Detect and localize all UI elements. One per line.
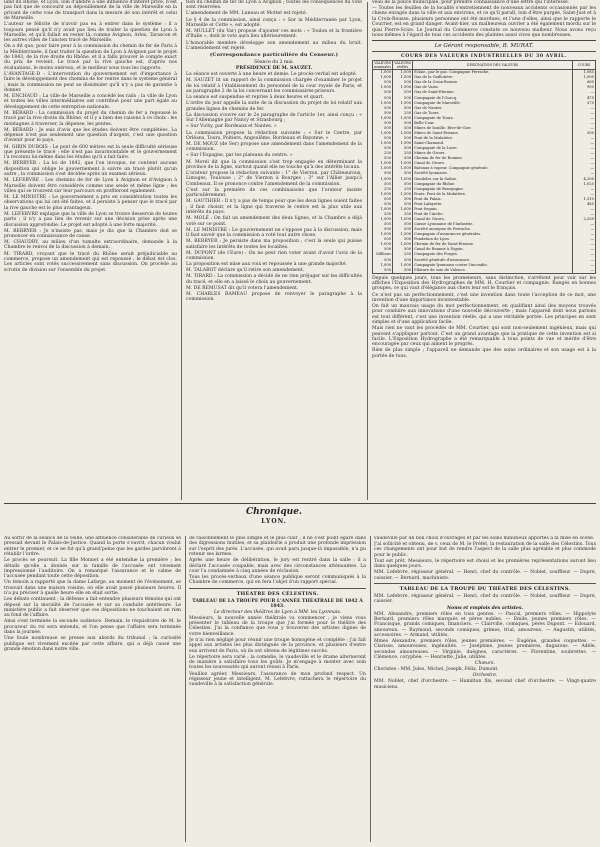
table-cell: 1,000: [373, 232, 393, 237]
table-cell: Compagnie de Tours.: [413, 116, 573, 121]
table-cell: 1,000: [393, 131, 413, 136]
presidence: PRÉSIDENCE DE M. SAUZET.: [235, 66, 313, 72]
table-cell: Gaz de Vaise.: [413, 85, 573, 90]
column-divider: [181, 2, 182, 500]
artists-label: Noms et emplois des artistes.: [446, 605, 524, 611]
table-cell: 500: [393, 80, 413, 85]
table-cell: 4,200: [573, 177, 596, 182]
table-cell: Bateaux à vapeur. Compagnie générale.: [413, 166, 573, 171]
table-cell: Canal de Roanne à Digoin.: [413, 247, 573, 252]
table-cell: Mines de Saint-Étienne.: [413, 131, 573, 136]
table-cell: —: [573, 237, 596, 242]
table-cell: 1,000: [373, 192, 393, 197]
column-header: DÉSIGNATION DES VALEURS: [413, 61, 573, 70]
paragraph: C'est sur la première de ces combinaisons que l'orateur insiste particulièrement.: [186, 187, 362, 199]
separator-rule: [372, 40, 596, 41]
paragraph: tion du chemin de fer de Lyon à Avignon ; toutes les conséquences du vote sont réservées.: [186, 0, 362, 11]
paragraph: Après une heure de délibération, le jury est rentré dans la salle ; il a déclaré l'accusée coupable, mais avec des circonstances atténuantes. La cour l'a condamnée à cinq années de réclusion.: [189, 558, 366, 574]
table-cell: Compagnie du Rhône.: [413, 182, 573, 187]
paragraph: M. BÉRARD : La commission du projet du chemin de fer a repoussé le tracé par la rive droite du Rhône, et il y a bien des raisons à ce choix : les montagnes à traverser, la dépense, les pentes.: [4, 110, 177, 127]
table-cell: —: [573, 252, 596, 257]
table-cell: 250: [393, 151, 413, 156]
paragraph: M. TIRARD, croyant que le tracé du Rhône serait préjudiciable au commerce, propose un amendement qui est repoussé ; le débat est clos. Les articles sont votés successivement sans discussion. On procède au scrutin de division sur l'ensemble du projet.: [4, 251, 177, 273]
table-cell: —: [573, 207, 596, 212]
paragraph: Depuis quelques jours, tous les promeneurs, sans distinction, s'arrêtent pour voir sur les affiches l'Exposition des Hydrographes de MM. H. Courtier et compagnie. Rangés en bonnes groupes, ce qui vaut d'élégance aux chers leur est le français.: [372, 275, 596, 292]
table-cell: 500: [393, 136, 413, 141]
paragraph: M. GAUTHIER : Il n'y a pas de temps pour que les deux lignes soient faites ; il faut choisir, et la ligne qui traverse le centre est la plus utile aux intérêts du pays.: [186, 199, 362, 216]
table-cell: Chemin de fer de Roanne.: [413, 156, 573, 161]
paragraph: On a dit que, pour faire peur à la commission du chemin de fer de Paris à la Méditerranée, il faut traiter la question de Lyon à Avignon par le projet de 1843, de la rive droite du Rhône, et il a fallu prouver le compte exact du prix de revient. Le tracé par la rive gauche est, d'après nos évaluations, le moins onéreux, et le meilleur sous tous les rapports.: [4, 44, 177, 71]
paragraph: Le procès se poursuit. La fille Monnet a été entendue la première ; les détails qu'elle a donnés sur la famille de l'accusée ont vivement impressionné l'auditoire. On a remarqué l'assurance et le calme de l'accusée pendant toute cette déposition.: [4, 558, 181, 580]
paragraph: Choristes : MM. Jules, Michel, Joseph, Félix, Dumont.: [374, 667, 499, 673]
paragraph: Tout est prêt, Messieurs, le répertoire est choisi et les premières représentations auront lieu dans quelques jours.: [374, 558, 596, 570]
table-cell: 1,000: [393, 75, 413, 80]
theatre-title: THÉATRE DES CÉLESTINS.: [236, 590, 319, 597]
paragraph: M. TALABOT déclare qu'il retire son amendement.: [186, 268, 305, 274]
table-cell: 375: [573, 101, 596, 106]
table-cell: 500: [393, 182, 413, 187]
table-cell: 500: [373, 222, 393, 227]
table-cell: Société lyonnaise.: [413, 171, 573, 176]
table-cell: —: [573, 212, 596, 217]
paragraph: L'auteur se félicite de n'avoir pas eu à entrer dans le système ; il a toujours pensé qu'il n'y avait pas lieu de traiter la question de Lyon à Marseille, et qu'il fallait en rester là, comme Avignon, Arles, Tarascon et les autres villes de l'ancien tracé de Marseille.: [4, 22, 177, 44]
chorus-label: Chœurs.: [475, 661, 495, 667]
paragraph: M. DE REMUSAT dit qu'il votera l'amendement.: [186, 285, 299, 291]
table-cell: 1,000: [373, 177, 393, 182]
table-cell: —: [573, 90, 596, 95]
table-cell: Filature de soie de Valence.: [413, 268, 573, 274]
table-cell: —: [573, 136, 596, 141]
table-cell: Compagnie de la Loire.: [413, 146, 573, 151]
paragraph: — Toutes les feuilles de la localité s'entretiennent de nouveaux accidents occasionnés par les chiens enragés dans la ville et aux environs, et ce qu'il paraît, loin d'être purgée, Saint-Just et à la Croix-Rousse, plusieurs personnes ont été mordues, et l'une d'elles, ainsi que le rapporte le Courrier, est en grand danger. Avant-hier, un malheureux ouvrier a été également mordu sur le quai Pierre-Scize. Le Journal du Commerce constate ce nouveau malheur. Nous avons reçu nous-mêmes à l'égard de tous ces accidents des plaintes aussi vives que nombreuses.: [372, 6, 596, 38]
paragraph: « Sur l'Espagne, par les plateaux du centre. »: [186, 153, 293, 159]
separator-rule: [374, 583, 596, 584]
table-cell: 500: [373, 197, 393, 202]
table-cell: 1,000: [373, 101, 393, 106]
paragraph: M. SAUZET lit un rapport de la commission chargée d'examiner le projet de loi relatif à l'établissement du personnel de la cour royale de Paris, et au paragraphe 2 de la loi concernant les commissaires-priseurs.: [186, 78, 362, 95]
table-cell: 500: [393, 96, 413, 101]
paragraph: veau de la police municipale, pour prendre connaissance d'une lettre qui l'intéresse.: [372, 0, 570, 5]
table-cell: Éclair., par le gaz. Compagnie Perrache.: [413, 70, 573, 76]
stock-table: [372, 60, 596, 274]
table-cell: —: [573, 171, 596, 176]
table-cell: 500: [373, 96, 393, 101]
table-cell: Gaz de la Guillotière.: [413, 75, 573, 80]
paragraph: M. GIRIN DUBOIS : Le pont de 600 mètres est la seule difficulté sérieuse que présente le tracé ; elle n'est pas insurmontable et le gouvernement l'a reconnu lui-même dans les études qu'il a fait faire.: [4, 144, 177, 161]
paragraph: Je n'ai rien négligé pour réunir une troupe homogène et complète ; j'ai fait appel aux artistes les plus distingués de la province, et plusieurs d'entre eux arrivent de Paris, où ils ont obtenu de légitimes succès.: [189, 637, 366, 654]
table-cell: 500: [373, 171, 393, 176]
paragraph: MM. Lefebvre, régisseur général. — Henri, chef du contrôle. — Noblet, souffleur. — Dupré, caissier. — Bernard, machiniste.: [374, 570, 596, 581]
paragraph: L'orateur propose la rédaction suivante : 1° de Vierzon, par Châteauroux, Limoges, Toulouse ; 2° de Vierzon à Bourges ; 3° sur l'Allier jusqu'à Combeaux. Il se prononce contre l'amendement de la commission.: [186, 171, 362, 187]
paragraph: M. LEFEBVRE : Les chemins de fer de Lyon à Avignon et d'Avignon à Marseille doivent être considérés comme une seule et même ligne ; les villes qui se trouvent sur leur parcours en profiteront également.: [4, 178, 177, 194]
table-cell: Compagnie de l'Ourcq.: [413, 96, 573, 101]
table-cell: —: [573, 156, 596, 161]
table-title: COURS DES VALEURS INDUSTRIELLES DU 30 AVRIL.: [400, 54, 568, 60]
table-cell: 500: [393, 227, 413, 232]
table-cell: 500: [393, 237, 413, 242]
table-cell: —: [573, 258, 596, 263]
table-cell: Millions: [373, 252, 393, 257]
paragraph: Un témoin a rapporté que la dame Lafarge, au moment de l'événement, se trouvait dans une maison voisine, où elle avait passé plusieurs heures. Il n'a pu préciser à quelle heure elle en était sortie.: [4, 580, 181, 597]
table-cell: 500: [373, 258, 393, 263]
paragraph: Ce n'est pas un perfectionnement, c'est une invention dans toute l'acception de ce mot, une invention d'une importance incontestable.: [372, 292, 596, 303]
paragraph: M. BÉRARD : Je suis d'avis que les études doivent être complétées. La dépense n'est pas seulement une question d'argent, c'est une question d'avenir pour le pays.: [4, 127, 177, 144]
paragraph: L'amendement de MM. Luneau et Mottet est rejeté.: [186, 11, 308, 17]
table-cell: 500: [373, 106, 393, 111]
table-cell: 1,000: [373, 70, 393, 76]
table-cell: 250: [393, 252, 413, 257]
table-cell: Gaz de Tours.: [413, 111, 573, 116]
paragraph: MM. Alexandre, premiers rôles en tous genres. — Pascal, premiers rôles. — Hippolyte Bernard, premiers rôles marqués et pères nobles. — Emile, jeunes premiers rôles. — Francisque, grands comiques, financiers. — Clairville, comiques, pères Dupont. — Edouard, amoureux. — Raymond, seconds comiques, grimes, trial, amoureux. — Augustin, utilités, accessoires. — Armand, utilités.: [374, 611, 596, 638]
table-cell: 1,000: [373, 85, 393, 90]
table-cell: 500: [393, 202, 413, 207]
paragraph: de raisonnement le plus simple et le plus clair ; il ne s'est point égaré dans des digressions inutiles, et sa plaidoirie a produit une profonde impression sur l'esprit des jurés. L'accusée, qui avait paru jusque-là impassible, n'a pu retenir ses larmes.: [189, 536, 366, 558]
table-cell: —: [573, 187, 596, 192]
table-cell: Canal de Givors.: [413, 161, 573, 166]
table-cell: 1,000: [393, 116, 413, 121]
table-cell: 500: [373, 227, 393, 232]
table-cell: 500: [393, 90, 413, 95]
theatre-director-line: Le directeur des théâtres de Lyon à MM. les Lyonnais.: [213, 609, 342, 615]
column-right: [372, 0, 596, 500]
column-header: COURS: [573, 61, 596, 70]
table-cell: 1,000: [393, 177, 413, 182]
paragraph: M. CHARLES RAMEAU propose de renvoyer le paragraphe à la commission.: [186, 292, 362, 303]
table-cell: 1,000: [373, 131, 393, 136]
table-cell: 1,000: [573, 75, 596, 80]
table-cell: Compagnie de Marseille.: [413, 101, 573, 106]
paragraph: M. BERRYER : Je persiste dans ma proposition ; c'est la seule qui puisse satisfaire les intérêts de toutes les localités.: [186, 239, 362, 250]
table-cell: 500: [393, 126, 413, 131]
table-cell: 1,000: [373, 75, 393, 80]
table-cell: 500: [373, 156, 393, 161]
table-cell: 1,000: [393, 232, 413, 237]
table-cell: 485: [573, 202, 596, 207]
paragraph: La proposition est mise aux voix et repoussée à une grande majorité.: [186, 262, 347, 268]
table-cell: —: [573, 227, 596, 232]
table-cell: 1,000: [393, 263, 413, 268]
table-cell: Ponts. Pont de la Mulatière.: [413, 192, 573, 197]
lower-column-right: [374, 536, 596, 844]
table-cell: —: [573, 166, 596, 171]
table-cell: 1,000: [393, 242, 413, 247]
table-cell: Pont Seguin.: [413, 207, 573, 212]
paragraph: Rien de plus simple ; l'appareil ne demande que des soins ordinaires et son usage est à la portée de tous.: [372, 348, 596, 359]
table-cell: Saint-Chamond.: [413, 141, 573, 146]
table-cell: —: [573, 222, 596, 227]
table-cell: —: [573, 263, 596, 268]
paragraph: Une foule nombreuse se presse aux abords du tribunal ; la curiosité publique est vivement excitée par cette affaire, qui a déjà causé une grande émotion dans notre ville.: [4, 636, 181, 652]
paragraph: M. DE MOUZ (de Ser) propose une amendement dans l'amendement de la commission.: [186, 141, 362, 153]
table-cell: 500: [393, 197, 413, 202]
paragraph: La commission propose la rédaction suivante : « Sur le Centre, par Orléans, Tours, Poitiers, Angoulême, Bordeaux et Bayonne. »: [186, 130, 362, 141]
paragraph: Mmes Alexandre, premiers rôles, jeunes premières. — Eugénie, grandes coquettes. — Clarisse, amoureuses, ingénuités. — Joséphine, jeunes premières, dugazons. — Adèle, secondes amoureuses. — Virginie, duègnes, caractères. — Florentine, soubrettes. — Clémence, coryphée. — Henriette, Julie, utilités.: [374, 639, 596, 661]
lower-column-left: [4, 536, 181, 844]
table-cell: 1,025: [573, 182, 596, 187]
paragraph: Messieurs, la nouvelle année théâtrale va commencer ; je viens vous présenter le tableau de la troupe que j'ai formée pour le théâtre des Célestins. J'ai la confiance que vous y trouverez des artistes dignes de votre bienveillance.: [189, 615, 366, 637]
table-cell: 500: [393, 171, 413, 176]
table-cell: Chemin de fer de Saint-Étienne.: [413, 242, 573, 247]
table-body: [373, 70, 596, 274]
table-cell: 500: [373, 80, 393, 85]
table-cell: 250: [393, 187, 413, 192]
table-cell: Société anonyme de Perrache.: [413, 227, 573, 232]
table-cell: —: [573, 247, 596, 252]
table-cell: 500: [393, 121, 413, 126]
paragraph: MM. Noblet, chef d'orchestre. — Hamilton fils, second chef d'orchestre. — Vingt-quatre musiciens.: [374, 679, 596, 690]
chronique-heading: [186, 507, 362, 525]
paragraph: Ainsi s'est terminée la seconde audience. Demain, le réquisitoire de M. le procureur du roi sera entendu, et l'on pense que l'affaire sera terminée dans la journée.: [4, 619, 181, 636]
paragraph: Les débats continuent ; la défense a fait entendre plusieurs témoins qui ont déposé sur la moralité de l'accusée et sur sa conduite antérieure. Le ministère public a fait observer que ces dépositions ne touchaient en rien au fond de l'affaire.: [4, 597, 181, 619]
lower-column-middle: [189, 536, 366, 844]
paragraph: M. BERRYER : La loi de 1842, que l'on invoque, ne contient aucune disposition qui oblige le gouvernement à suivre un tracé plutôt qu'un autre ; la commission s'est décidée après un examen sérieux.: [4, 161, 177, 178]
table-cell: —: [573, 121, 596, 126]
table-cell: —: [573, 126, 596, 131]
separator-rule: [189, 588, 366, 589]
table-cell: 1,000: [393, 166, 413, 171]
table-cell: —: [573, 161, 596, 166]
table-cell: 1,085: [573, 70, 596, 76]
table-cell: —: [573, 268, 596, 274]
table-cell: 500: [373, 136, 393, 141]
table-cell: 1,000: [393, 70, 413, 76]
table-cell: 1,000: [393, 141, 413, 146]
table-cell: —: [573, 111, 596, 116]
paragraph: Le § 4 de la commission, ainsi conçu : « Sur la Méditerranée par Lyon, Marseille et Cette », est adopté.: [186, 17, 362, 28]
session-date: Séance du 2 mai.: [253, 60, 295, 66]
paragraph: La séance est suspendue et reprise à deux heures et quart.: [186, 95, 325, 101]
table-cell: 500: [373, 90, 393, 95]
table-cell: 1,000: [393, 85, 413, 90]
table-cell: 500: [373, 202, 393, 207]
table-cell: 2,250: [573, 217, 596, 222]
table-cell: 500: [393, 146, 413, 151]
paragraph: Le répertoire sera varié ; la comédie, le vaudeville et le drame alterneront de manière à satisfaire tous les goûts. Je m'engage à monter avec soin toutes les nouveautés qui auront réussi à Paris.: [189, 654, 366, 671]
table-cell: 1,000: [373, 161, 393, 166]
table-cell: 250: [393, 212, 413, 217]
troupe-title: TABLEAU DE LA TROUPE DU THÉATRE DES CÉLESTINS.: [399, 586, 571, 593]
table-cell: 500: [373, 237, 393, 242]
paragraph: Mais rien ne vaut les procédés de MM. Courtier, qui sont non-seulement ingénieux, mais qui peuvent s'appliquer partout. C'est un grand avantage que la pratique de cette invention est si facile. L'Exposition Hydrographe a été remarquable à tous points de vue et mérite d'être encouragée par ceux qui aiment le progrès.: [372, 326, 596, 348]
table-cell: —: [573, 151, 596, 156]
paragraph: Veuillez agréer, Messieurs, l'assurance de mon profond respect. Un régisseur jeune et intelligent, M. Lefebvre, rattachera le répertoire du vaudeville à la satisfaction générale.: [189, 671, 366, 688]
column-header: VALEURS nominales: [374, 61, 392, 70]
table-cell: 475: [573, 96, 596, 101]
paragraph: M. TIRARD : La commission a décidé de ne rien préjuger sur les difficultés du tracé, et elle en a laissé le choix au gouvernement.: [186, 274, 362, 285]
table-cell: 500: [573, 131, 596, 136]
table-cell: 1,000: [373, 166, 393, 171]
table-cell: Société générale d'assurance.: [413, 258, 573, 263]
table-header-row: [373, 61, 596, 70]
table-cell: 500: [373, 146, 393, 151]
column-divider: [370, 536, 371, 842]
table-cell: 500: [393, 247, 413, 252]
paragraph: M. MOLÉ : On fait un amendement des deux lignes, et la Chambre a déjà voté sur ce point.: [186, 216, 362, 227]
table-cell: 500: [373, 126, 393, 131]
table-cell: Compagnie de Bourgogne.: [413, 187, 573, 192]
horizontal-rule: [4, 503, 596, 504]
column-left: [4, 0, 177, 500]
table-cell: —: [573, 192, 596, 197]
table-cell: 500: [373, 247, 393, 252]
paragraph: MM. Lefebvre, régisseur général. — Henri, chef du contrôle. — Noblet, souffleur. — Dupré, caissier.: [374, 594, 596, 605]
table-cell: Belle-Cour.: [413, 121, 573, 126]
table-cell: 250: [373, 187, 393, 192]
table-cell: 1,000: [393, 101, 413, 106]
paragraph: M. LE MINISTRE : Le gouvernement a pris en considération toutes les observations qui lui ont été faites, et il persiste à penser que le tracé par la rive gauche est le plus avantageux.: [4, 195, 177, 211]
orchestra-label: Orchestre.: [472, 673, 498, 679]
table-cell: 1,000: [373, 217, 393, 222]
table-cell: 1,000: [393, 161, 413, 166]
table-cell: Mines de houille. Rive-de-Gier.: [413, 126, 573, 131]
paragraph: M. BERRYER : Je n'insiste pas, mais je dis que la Chambre doit se prononcer en connaissance de cause.: [4, 228, 177, 239]
table-cell: 1,000: [373, 207, 393, 212]
paragraph: M. ENCHAUD : La ville de Marseille a concédé les rails ; la ville de Lyon et toutes les villes intermédiaires ont contribué pour une part égale au développement de cette entreprise nationale.: [4, 94, 177, 110]
table-cell: Gaz de Nantes.: [413, 106, 573, 111]
paragraph: M. Morel dit que la commission s'est trop engagée en déterminant la province de la ligne, surtout quand elle ne touche qu'à des intérêts locaux.: [186, 159, 362, 170]
table-cell: Compagnie d'assurances générales.: [413, 232, 573, 237]
separator-rule: [372, 51, 596, 52]
table-cell: 500: [393, 222, 413, 227]
table-cell: 1,000: [373, 116, 393, 121]
table-cell: 1,000: [393, 207, 413, 212]
section-title: Chronique.: [245, 507, 303, 517]
table-cell: 500: [393, 268, 413, 274]
table-cell: 500: [373, 268, 393, 274]
table-cell: 500: [373, 111, 393, 116]
column-header: VALEURS réelles: [394, 61, 411, 70]
paragraph: « Sur Vichy, par Bordeaux et Nantes. »: [186, 124, 277, 130]
paragraph: M. DUPONT (de l'Eure) : On ne peut rien voter avant d'avoir l'avis de la commission.: [186, 250, 362, 262]
table-cell: Fondation de Lyon.: [413, 237, 573, 242]
table-cell: —: [573, 141, 596, 146]
table-cell: Gaz de la Croix-Rousse.: [413, 80, 573, 85]
table-cell: 1,000: [393, 217, 413, 222]
table-cell: 500: [393, 258, 413, 263]
table-cell: Pont de la Mulatière.: [413, 136, 573, 141]
paragraph: J'ai sollicité et obtenu, de v. ceux de M. le Préfet, la restauration de la salle des Célestins. Tous ces changements ont pour but de rendre l'aspect de la salle plus agréable et plus commode pour le public.: [374, 542, 596, 558]
table-cell: —: [573, 242, 596, 247]
paragraph: M. MULLET (du Var) propose d'ajouter ces mots : « Toulon et la frontière d'Italie », dont le vote aura lieu ultérieurement.: [186, 29, 362, 40]
paragraph: La discussion s'ouvre sur le 2e paragraphe de l'article 1er, ainsi conçu : « Sur l'Allemagne par Nancy et Strasbourg ;: [186, 112, 362, 124]
table-row: [373, 268, 596, 274]
section-city: LYON.: [261, 518, 287, 525]
table-cell: Canal de Givors.: [413, 217, 573, 222]
table-cell: Pont de l'Arche.: [413, 212, 573, 217]
table-cell: 1,000: [373, 263, 393, 268]
gerant-signature: Le Gérant responsable, B. MURAT.: [434, 43, 534, 50]
table-cell: Compagnie des Forges.: [413, 252, 573, 257]
paragraph: Tous les procès-verbaux d'une séance publique seront communiqués à la Chambre de commerce, qui en fera l'objet d'un rapport spécial.: [189, 575, 366, 586]
table-cell: Gaz de Saint-Étienne.: [413, 90, 573, 95]
table-cell: Caisse Lyonnaise de l'Industrie.: [413, 222, 573, 227]
theatre-subtitle: TABLEAU DE LA TROUPE POUR L'ANNÉE THÉATRALE DE 1842 À 1843.: [192, 598, 363, 609]
paragraph: land du Rhône, et Lyon, loin d'abdire à une influence d'intérêt privé, n'est pas fait que de concourir au dépouillement de la ville de Marseille en la privant de cette voie de transport dans la mesure de son intérêt et celui de Marseille.: [4, 0, 177, 22]
table-cell: 500: [373, 121, 393, 126]
table-cell: 660: [573, 80, 596, 85]
table-cell: —: [573, 146, 596, 151]
table-cell: 1,310: [573, 197, 596, 202]
paragraph: On fait un mauvais usage du mot perfectionnement, en qualifiant ainsi des moyens trouvés pour conduire aux innovations d'une nouvelle découverte ; mais l'appareil dont nous parlons est tout différent, c'est une invention réelle, qui a une véritable portée. Les principes en sont simples et d'une application facile.: [372, 304, 596, 326]
table-cell: Pont du Palais.: [413, 197, 573, 202]
table-cell: Mines de Givors.: [413, 151, 573, 156]
paragraph: L'ordre du jour appelle la suite de la discussion du projet de loi relatif aux grandes lignes de chemins de fer.: [186, 101, 362, 112]
table-cell: 250: [393, 111, 413, 116]
paragraph: L'honorable membre développe son amendement au milieu du bruit. L'amendement est rejeté.: [186, 40, 362, 51]
table-cell: Pont Lafayette.: [413, 202, 573, 207]
paragraph: vaudeville par un bon choix d'ouvrages et par les soins minutieux apportés à la mise en scène.: [374, 536, 595, 541]
table-cell: —: [573, 232, 596, 237]
column-divider: [367, 2, 368, 500]
column-middle: [186, 0, 362, 500]
table-cell: 900: [573, 85, 596, 90]
session-heading: (Correspondance particulière du Censeur.): [209, 52, 339, 59]
table-cell: 500: [393, 106, 413, 111]
table-cell: 1,000: [393, 192, 413, 197]
paragraph: L'AVANTAGE-D : L'intervention du gouvernement est d'importance à faire le développement des chemins de fer rentre dans le système général ; mais la commission ne peut se dissimuler qu'il n'y a pas de garantie à donner.: [4, 71, 177, 93]
table-cell: 250: [373, 151, 393, 156]
table-cell: —: [573, 106, 596, 111]
table-cell: 1,000: [373, 242, 393, 247]
paragraph: La séance est ouverte à une heure et demie. Le procès-verbal est adopté.: [186, 72, 358, 78]
table-cell: Compagnie lyonnaise contre l'incendie.: [413, 263, 573, 268]
table-cell: 500: [373, 182, 393, 187]
table-cell: 500: [393, 156, 413, 161]
table-cell: 250: [373, 212, 393, 217]
column-divider: [185, 536, 186, 842]
paragraph: Au sortir de la séance de la veille, une affluence considérable de curieux se pressait devant le Palais-de-Justice. Quand la porte s'ouvrit, chacun voulut entrer le premier, et ce ne fut qu'à grand'peine que les gardes parvinrent à rétablir l'ordre.: [4, 536, 181, 558]
table-cell: —: [573, 116, 596, 121]
paragraph: M. LEFEBVRE explique que la ville de Lyon se trouve desservie de toutes parts ; il n'y a pas lieu de revenir sur une décision prise après une discussion approfondie. Le projet est adopté à une forte majorité.: [4, 211, 177, 228]
table-cell: Gondoles sur la Saône.: [413, 177, 573, 182]
paragraph: M. CHAUDRY, au milieu d'un tumulte extraordinaire, demande à la Chambre le renvoi de la discussion à demain.: [4, 240, 177, 251]
table-cell: 1,000: [373, 141, 393, 146]
paragraph: M. LE MINISTRE : Le gouvernement ne s'oppose pas à la discussion, mais il faut savoir que la commission a voté tout autre chose.: [186, 227, 362, 239]
